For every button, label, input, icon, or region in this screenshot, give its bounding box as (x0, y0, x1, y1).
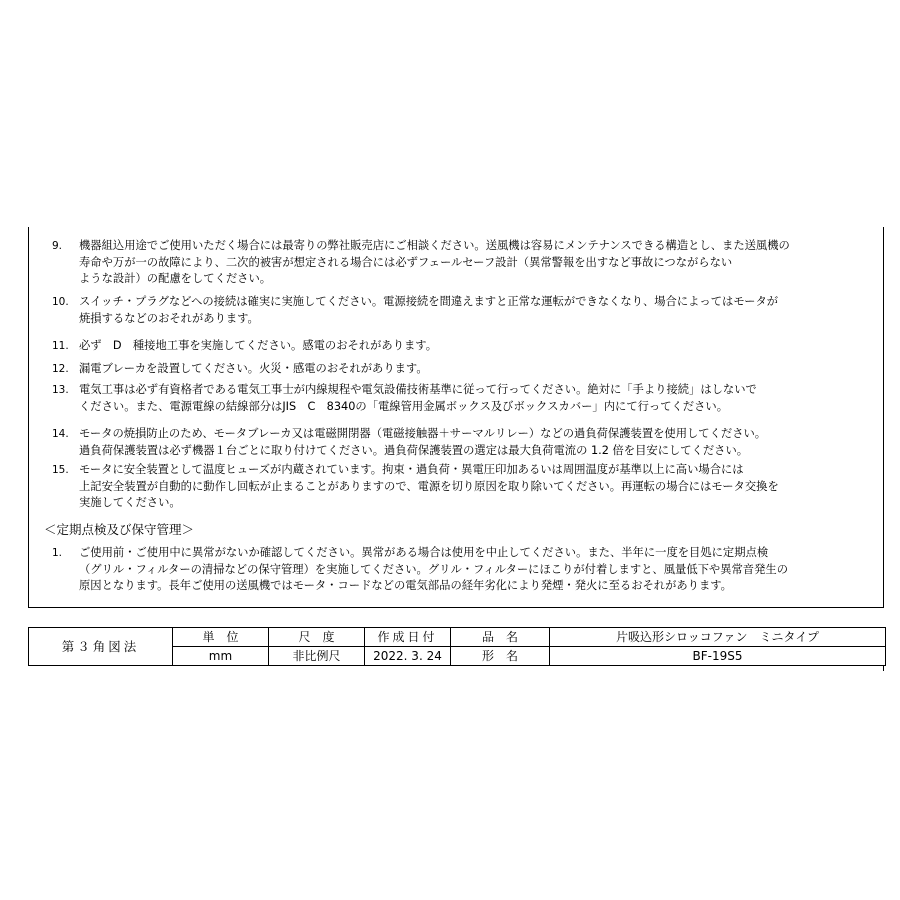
note-line: ください。また、電源電線の結線部分はJIS C 8340の「電線管用金属ボックス及びボックスカバー」内にて行ってください。 (79, 399, 728, 413)
notes-frame (28, 227, 884, 608)
projection-method: 第３角図法 (29, 628, 173, 666)
note-line: 必ず D 種接地工事を実施してください。感電のおそれがあります。 (79, 339, 438, 352)
note-text (79, 426, 879, 459)
product-name-value: 片吸込形シロッコファン ミニタイプ (550, 628, 886, 647)
note-line: （グリル・フィルターの清掃などの保守管理）を実施してください。グリル・フィルターにほこりが付着しますと、風量低下や異常音発生の (79, 562, 788, 576)
note-text (79, 294, 879, 327)
note-number: 9. (52, 240, 63, 252)
note-number: 11. (52, 340, 69, 352)
date-value: 2022. 3. 24 (365, 647, 451, 666)
note-text (79, 462, 879, 512)
scale-value: 非比例尺 (269, 647, 365, 666)
note-line: 上記安全装置が自動的に動作し回転が止まることがありますので、電源を切り原因を取り除いてください。再運転の場合にはモータ交換を (79, 479, 779, 493)
note-line: 漏電ブレーカを設置してください。火災・感電のおそれがあります。 (79, 362, 428, 375)
note-line: 寿命や万が一の故障により、二次的被害が想定される場合には必ずフェールセーフ設計（異常警報を出すなど事故につながらない (79, 255, 733, 269)
unit-label: 単 位 (173, 628, 269, 647)
note-line: モータの焼損防止のため、モータブレーカ又は電磁開閉器（電磁接触器＋サーマルリレー）などの過負荷保護装置を使用してください。 (79, 427, 767, 440)
note-number: 10. (52, 296, 69, 308)
note-line: 電気工事は必ず有資格者である電気工事士が内線規程や電気設備技術基準に従って行ってください。絶対に「手より接続」はしないで (79, 383, 757, 396)
note-line: 焼損するなどのおそれがあります。 (79, 311, 259, 325)
note-line: ご使用前・ご使用中に異常がないか確認してください。異常がある場合は使用を中止してください。また、半年に一度を目処に定期点検 (79, 546, 769, 559)
note-line: モータに安全装置として温度ヒューズが内蔵されています。拘束・過負荷・異電圧印加あるいは周囲温度が基準以上に高い場合には (79, 463, 744, 476)
drawing-title-block (28, 627, 886, 666)
note-text (79, 361, 879, 378)
unit-value: mm (173, 647, 269, 666)
note-text (79, 238, 879, 288)
product-name-label: 品 名 (451, 628, 550, 647)
scale-label: 尺 度 (269, 628, 365, 647)
model-value: BF-19S5 (550, 647, 886, 666)
date-label: 作成日付 (365, 628, 451, 647)
note-line: 実施してください。 (79, 496, 181, 509)
note-line: スイッチ・プラグなどへの接続は確実に実施してください。電源接続を間違えますと正常な運転ができなくなり、場合によってはモータが (79, 295, 779, 308)
note-line: 原因となります。長年ご使用の送風機ではモータ・コードなどの電気部品の経年劣化により発煙・発火に至るおそれがあります。 (79, 579, 732, 592)
note-text (79, 545, 879, 595)
note-number: 15. (52, 464, 69, 476)
note-number: 12. (52, 363, 69, 375)
note-line: 過負荷保護装置は必ず機器１台ごとに取り付けてください。過負荷保護装置の選定は最大負荷電流の 1.2 倍を目安にしてください。 (79, 443, 749, 457)
note-line: 機器組込用途でご使用いただく場合には最寄りの弊社販売店にご相談ください。送風機は容易にメンテナンスできる構造とし、また送風機の (79, 239, 790, 252)
note-line: ような設計）の配慮をしてください。 (79, 272, 272, 285)
note-number: 1. (52, 547, 63, 559)
model-label: 形 名 (451, 647, 550, 666)
note-number: 13. (52, 384, 69, 396)
note-number: 14. (52, 428, 69, 440)
note-text (79, 382, 879, 415)
note-text (79, 338, 879, 355)
frame-tick (883, 665, 884, 671)
maintenance-heading: ＜定期点検及び保守管理＞ (44, 522, 195, 537)
